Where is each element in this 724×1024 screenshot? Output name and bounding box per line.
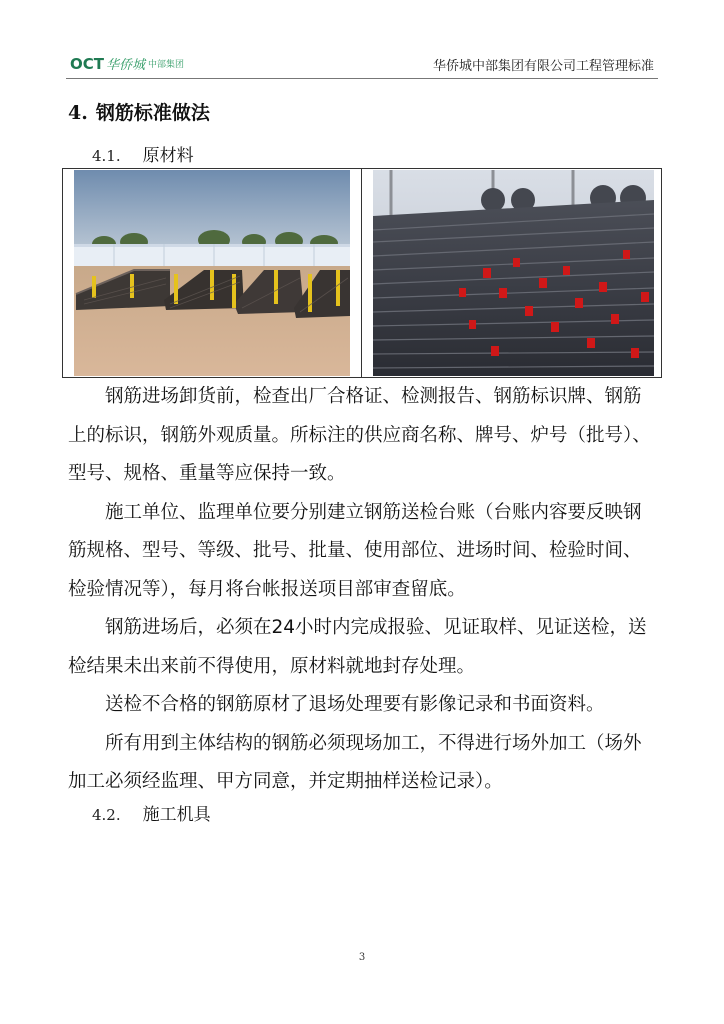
company-logo — [70, 54, 184, 73]
paragraph-ledger: 施工单位、监理单位要分别建立钢筋送检台账（台账内容要反映钢筋规格、型号、等级、批号、批量、使用部位、进场时间、检验时间、检验情况等），每月将台帐报送项目部审查留底。 — [68, 501, 642, 600]
subsection-number: 4.1. — [92, 147, 121, 165]
subsection-number: 4.2. — [92, 806, 121, 824]
section-title: 钢筋标准做法 — [95, 102, 210, 124]
paragraph-nonconforming: 送检不合格的钢筋原材了退场处理要有影像记录和书面资料。 — [105, 694, 605, 715]
photo-rebar-bundles — [373, 170, 654, 376]
page-header — [0, 0, 724, 80]
logo-chinese: 华侨城 — [106, 58, 146, 73]
logo-latin: OCT — [70, 54, 104, 73]
paragraph-inspection: 钢筋进场卸货前，检查出厂合格证、检测报告、钢筋标识牌、钢筋上的标识，钢筋外观质量。所标注的供应商名称、牌号、炉号（批号）、型号、规格、重量等应保持一致。 — [68, 386, 651, 484]
page-number: 3 — [358, 952, 366, 963]
logo-sub: 中部集团 — [148, 60, 185, 70]
header-rule — [66, 78, 658, 79]
header-company-standard: 华侨城中部集团有限公司工程管理标准 — [432, 59, 654, 74]
subsection-title: 施工机具 — [142, 805, 211, 825]
photo-table-divider — [361, 168, 362, 378]
section-heading — [68, 98, 210, 125]
subsection-title: 原材料 — [142, 146, 194, 166]
subsection-heading-raw-materials — [92, 141, 194, 166]
photo-rebar-stockyard — [74, 170, 350, 376]
paragraph-onsite-processing: 所有用到主体结构的钢筋必须现场加工，不得进行场外加工（场外加工必须经监理、甲方同意，并定期抽样送检记录）。 — [68, 732, 642, 792]
section-number: 4. — [68, 102, 88, 124]
subsection-heading-equipment — [92, 800, 211, 825]
body-text — [68, 378, 658, 802]
paragraph-sampling: 钢筋进场后，必须在24小时内完成报验、见证取样、见证送检，送检结果未出来前不得使用，原材料就地封存处理。 — [68, 617, 647, 677]
